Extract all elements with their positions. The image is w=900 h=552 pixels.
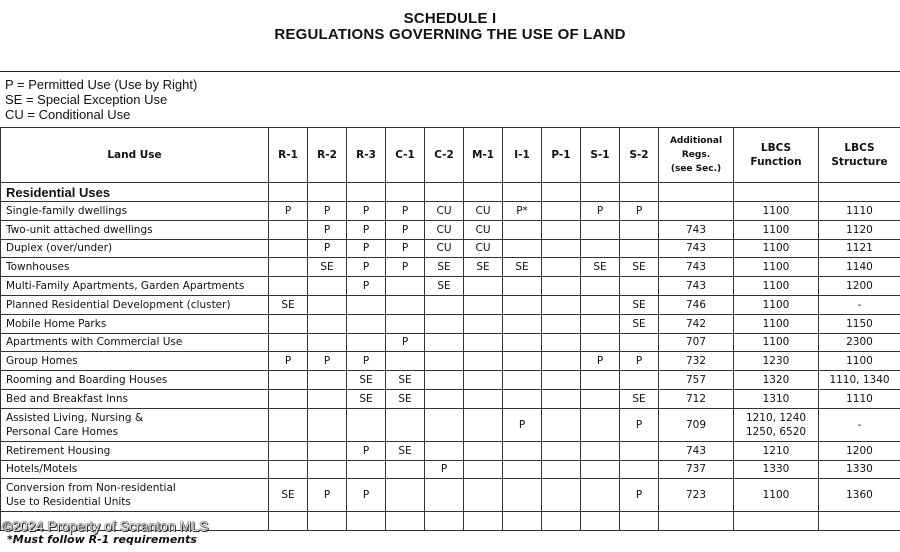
district-cell — [464, 333, 503, 352]
lbcs-function-cell: 1100 — [734, 295, 819, 314]
district-cell: P — [347, 258, 386, 277]
district-cell — [620, 220, 659, 239]
legend-permitted: P = Permitted Use (Use by Right) — [5, 77, 198, 92]
district-cell — [464, 314, 503, 333]
header-district: R-2 — [308, 128, 347, 183]
district-cell — [542, 202, 581, 221]
table-row — [1, 258, 900, 277]
district-cell — [464, 277, 503, 296]
district-cell — [503, 460, 542, 479]
district-cell: CU — [425, 220, 464, 239]
district-cell — [308, 408, 347, 441]
district-cell: P — [620, 352, 659, 371]
header-lbcs-function — [734, 128, 819, 183]
district-cell — [581, 220, 620, 239]
header-district: P-1 — [542, 128, 581, 183]
district-cell — [542, 295, 581, 314]
land-use-label: Mobile Home Parks — [1, 314, 269, 333]
district-cell — [269, 333, 308, 352]
district-cell — [308, 314, 347, 333]
header-additional-line3: (see Sec.) — [670, 164, 722, 174]
lbcs-structure-cell: 1120 — [819, 220, 900, 239]
district-cell — [386, 460, 425, 479]
district-cell — [503, 441, 542, 460]
district-cell — [425, 371, 464, 390]
district-cell: P — [308, 220, 347, 239]
district-cell — [347, 295, 386, 314]
district-cell — [503, 352, 542, 371]
district-cell — [620, 460, 659, 479]
land-use-label — [1, 408, 269, 441]
district-cell — [425, 441, 464, 460]
district-cell — [542, 333, 581, 352]
district-cell: P — [347, 220, 386, 239]
lbcs-function-cell: 1100 — [734, 333, 819, 352]
header-lbcs-structure — [819, 128, 900, 183]
district-cell — [620, 239, 659, 258]
district-cell — [620, 371, 659, 390]
district-cell: P* — [503, 202, 542, 221]
land-use-label: Two-unit attached dwellings — [1, 220, 269, 239]
land-use-label-line: Personal Care Homes — [6, 425, 119, 438]
schedule-subtitle: REGULATIONS GOVERNING THE USE OF LAND — [274, 26, 626, 43]
district-cell — [503, 239, 542, 258]
district-cell — [503, 277, 542, 296]
district-cell — [425, 389, 464, 408]
district-cell — [542, 314, 581, 333]
district-cell — [347, 408, 386, 441]
district-cell — [542, 220, 581, 239]
table-row — [1, 441, 900, 460]
lbcs-function-cell: 1100 — [734, 479, 819, 512]
lbcs-structure-cell: 2300 — [819, 333, 900, 352]
district-cell: P — [620, 202, 659, 221]
district-cell — [503, 220, 542, 239]
district-cell — [542, 389, 581, 408]
district-cell — [269, 239, 308, 258]
district-cell — [581, 479, 620, 512]
table-row — [1, 295, 900, 314]
district-cell: P — [581, 352, 620, 371]
lbcs-function-line: 1250, 6520 — [745, 425, 807, 438]
land-use-label: Group Homes — [1, 352, 269, 371]
lbcs-function-cell: 1210 — [734, 441, 819, 460]
table-row — [1, 220, 900, 239]
legend-conditional: CU = Conditional Use — [5, 107, 131, 122]
district-cell: P — [386, 333, 425, 352]
district-cell — [425, 333, 464, 352]
district-cell — [542, 352, 581, 371]
district-cell: SE — [503, 258, 542, 277]
header-lbcs-structure-line2: Structure — [831, 156, 888, 168]
district-cell — [581, 239, 620, 258]
table-row — [1, 371, 900, 390]
additional-regs-cell: 743 — [659, 441, 734, 460]
district-cell: CU — [425, 239, 464, 258]
district-cell — [464, 352, 503, 371]
watermark: ©2024 Property of Scranton MLS — [2, 518, 209, 534]
lbcs-function-cell — [734, 408, 819, 441]
district-cell: P — [347, 202, 386, 221]
district-cell — [503, 371, 542, 390]
additional-regs-cell — [659, 202, 734, 221]
district-cell — [542, 479, 581, 512]
district-cell: SE — [620, 258, 659, 277]
header-district: R-3 — [347, 128, 386, 183]
additional-regs-cell: 732 — [659, 352, 734, 371]
district-cell: P — [347, 441, 386, 460]
district-cell — [503, 479, 542, 512]
district-cell: CU — [464, 220, 503, 239]
district-cell — [542, 277, 581, 296]
district-cell: P — [269, 202, 308, 221]
land-use-label: Hotels/Motels — [1, 460, 269, 479]
additional-regs-cell: 743 — [659, 258, 734, 277]
district-cell — [581, 389, 620, 408]
header-district: S-2 — [620, 128, 659, 183]
district-cell: P — [308, 239, 347, 258]
district-cell: SE — [620, 295, 659, 314]
land-use-label: Apartments with Commercial Use — [1, 333, 269, 352]
lbcs-function-cell: 1330 — [734, 460, 819, 479]
district-cell: P — [269, 352, 308, 371]
additional-regs-cell: 743 — [659, 220, 734, 239]
district-cell: P — [308, 479, 347, 512]
district-cell: CU — [464, 202, 503, 221]
district-cell — [269, 258, 308, 277]
district-cell: SE — [620, 389, 659, 408]
district-cell — [386, 314, 425, 333]
lbcs-function-cell: 1100 — [734, 239, 819, 258]
district-cell — [386, 352, 425, 371]
district-cell — [581, 277, 620, 296]
district-cell — [542, 239, 581, 258]
header-district: C-1 — [386, 128, 425, 183]
table-row — [1, 352, 900, 371]
land-use-label: Planned Residential Development (cluster) — [1, 295, 269, 314]
district-cell — [269, 408, 308, 441]
lbcs-function-cell: 1100 — [734, 314, 819, 333]
district-cell: P — [347, 352, 386, 371]
additional-regs-cell: 743 — [659, 277, 734, 296]
district-cell — [308, 441, 347, 460]
legend-special-exception: SE = Special Exception Use — [5, 92, 168, 107]
additional-regs-cell: 743 — [659, 239, 734, 258]
lbcs-function-cell: 1230 — [734, 352, 819, 371]
lbcs-function-line: 1210, 1240 — [745, 411, 807, 424]
lbcs-structure-cell: 1110, 1340 — [819, 371, 900, 390]
district-cell — [464, 441, 503, 460]
table-row — [1, 314, 900, 333]
land-use-table — [0, 127, 900, 531]
table-row — [1, 333, 900, 352]
lbcs-structure-cell: - — [819, 295, 900, 314]
district-cell: P — [386, 202, 425, 221]
table-row — [1, 408, 900, 441]
district-cell: SE — [269, 295, 308, 314]
land-use-label-line: Conversion from Non-residential — [6, 482, 176, 495]
district-cell: P — [503, 408, 542, 441]
header-additional-regs — [659, 128, 734, 183]
table-row — [1, 202, 900, 221]
lbcs-structure-cell: 1110 — [819, 202, 900, 221]
district-cell — [269, 314, 308, 333]
district-cell — [464, 479, 503, 512]
lbcs-structure-cell: 1360 — [819, 479, 900, 512]
district-cell: P — [386, 258, 425, 277]
lbcs-structure-cell: 1330 — [819, 460, 900, 479]
lbcs-structure-cell: 1110 — [819, 389, 900, 408]
district-cell — [620, 277, 659, 296]
district-cell: P — [386, 239, 425, 258]
district-cell: SE — [620, 314, 659, 333]
district-cell — [542, 258, 581, 277]
district-cell — [308, 460, 347, 479]
header-additional-line2: Regs. — [681, 150, 711, 160]
table-row — [1, 460, 900, 479]
district-cell: P — [386, 220, 425, 239]
lbcs-structure-cell: 1140 — [819, 258, 900, 277]
land-use-label: Townhouses — [1, 258, 269, 277]
district-cell — [464, 371, 503, 390]
table-row — [1, 277, 900, 296]
district-cell: P — [347, 479, 386, 512]
district-cell: P — [308, 202, 347, 221]
section-title: Residential Uses — [1, 183, 269, 202]
lbcs-function-cell: 1100 — [734, 258, 819, 277]
district-cell: P — [581, 202, 620, 221]
district-cell: CU — [425, 202, 464, 221]
header-additional-line1: Additional — [669, 136, 723, 146]
district-cell — [542, 408, 581, 441]
lbcs-structure-cell: 1200 — [819, 441, 900, 460]
lbcs-structure-cell: 1200 — [819, 277, 900, 296]
district-cell: P — [347, 239, 386, 258]
header-lbcs-function-line2: Function — [750, 156, 802, 168]
lbcs-structure-cell: 1150 — [819, 314, 900, 333]
district-cell — [308, 371, 347, 390]
lbcs-function-cell: 1100 — [734, 277, 819, 296]
header-lbcs-structure-line1: LBCS — [844, 142, 875, 154]
additional-regs-cell: 709 — [659, 408, 734, 441]
district-cell — [269, 389, 308, 408]
district-cell: SE — [308, 258, 347, 277]
district-cell — [464, 460, 503, 479]
additional-regs-cell: 757 — [659, 371, 734, 390]
lbcs-function-cell: 1100 — [734, 220, 819, 239]
additional-regs-cell: 737 — [659, 460, 734, 479]
district-cell: P — [347, 277, 386, 296]
table-row — [1, 389, 900, 408]
district-cell — [581, 333, 620, 352]
district-cell — [464, 389, 503, 408]
district-cell — [542, 460, 581, 479]
table-body — [1, 202, 900, 531]
schedule-title: SCHEDULE I — [403, 10, 497, 27]
land-use-label-line: Assisted Living, Nursing & — [6, 411, 144, 424]
district-cell — [308, 277, 347, 296]
district-cell — [269, 460, 308, 479]
district-cell — [542, 371, 581, 390]
district-cell: P — [620, 408, 659, 441]
district-cell: SE — [425, 277, 464, 296]
additional-regs-cell: 746 — [659, 295, 734, 314]
district-cell — [386, 277, 425, 296]
district-cell — [581, 314, 620, 333]
lbcs-function-cell: 1310 — [734, 389, 819, 408]
header-land-use: Land Use — [1, 128, 269, 183]
additional-regs-cell: 712 — [659, 389, 734, 408]
district-cell — [425, 295, 464, 314]
district-cell: P — [620, 479, 659, 512]
district-cell — [347, 314, 386, 333]
district-cell: SE — [386, 371, 425, 390]
table-row — [1, 239, 900, 258]
header-district: I-1 — [503, 128, 542, 183]
district-cell — [347, 333, 386, 352]
district-cell: SE — [386, 389, 425, 408]
land-use-label: Single-family dwellings — [1, 202, 269, 221]
land-use-label — [1, 479, 269, 512]
district-cell: P — [425, 460, 464, 479]
district-cell — [581, 460, 620, 479]
district-cell — [269, 441, 308, 460]
district-cell — [581, 371, 620, 390]
district-cell: CU — [464, 239, 503, 258]
additional-regs-cell: 723 — [659, 479, 734, 512]
header-district: S-1 — [581, 128, 620, 183]
district-cell — [425, 479, 464, 512]
district-cell — [308, 295, 347, 314]
district-cell — [503, 295, 542, 314]
district-cell: SE — [581, 258, 620, 277]
district-cell — [464, 295, 503, 314]
district-cell: SE — [464, 258, 503, 277]
header-district: M-1 — [464, 128, 503, 183]
land-use-label: Rooming and Boarding Houses — [1, 371, 269, 390]
lbcs-function-cell: 1100 — [734, 202, 819, 221]
district-cell — [464, 408, 503, 441]
district-cell — [308, 333, 347, 352]
additional-regs-cell: 742 — [659, 314, 734, 333]
header-district: R-1 — [269, 128, 308, 183]
district-cell — [503, 314, 542, 333]
land-use-label: Bed and Breakfast Inns — [1, 389, 269, 408]
district-cell — [269, 220, 308, 239]
table-header-row — [1, 128, 900, 183]
district-cell: SE — [347, 389, 386, 408]
district-cell — [620, 333, 659, 352]
land-use-label: Retirement Housing — [1, 441, 269, 460]
district-cell: SE — [347, 371, 386, 390]
district-cell — [503, 389, 542, 408]
land-use-label: Multi-Family Apartments, Garden Apartments — [1, 277, 269, 296]
district-cell — [386, 408, 425, 441]
district-cell — [503, 333, 542, 352]
district-cell — [386, 295, 425, 314]
lbcs-structure-cell: 1121 — [819, 239, 900, 258]
district-cell — [386, 479, 425, 512]
lbcs-function-cell: 1320 — [734, 371, 819, 390]
lbcs-structure-cell: 1100 — [819, 352, 900, 371]
district-cell — [425, 314, 464, 333]
district-cell — [542, 441, 581, 460]
lbcs-structure-cell: - — [819, 408, 900, 441]
district-cell — [581, 441, 620, 460]
district-cell — [425, 352, 464, 371]
district-cell — [620, 441, 659, 460]
district-cell — [269, 277, 308, 296]
district-cell — [347, 460, 386, 479]
header-lbcs-function-line1: LBCS — [760, 142, 792, 154]
district-cell — [308, 389, 347, 408]
district-cell: SE — [269, 479, 308, 512]
divider — [0, 71, 900, 72]
district-cell — [425, 408, 464, 441]
district-cell: SE — [425, 258, 464, 277]
section-row — [1, 183, 900, 202]
additional-regs-cell: 707 — [659, 333, 734, 352]
district-cell: P — [308, 352, 347, 371]
land-use-label-line: Use to Residential Units — [6, 496, 131, 509]
table-row — [1, 479, 900, 512]
district-cell — [581, 295, 620, 314]
header-district: C-2 — [425, 128, 464, 183]
footnote: *Must follow R-1 requirements — [7, 533, 197, 546]
land-use-label: Duplex (over/under) — [1, 239, 269, 258]
district-cell — [269, 371, 308, 390]
district-cell: SE — [386, 441, 425, 460]
district-cell — [581, 408, 620, 441]
